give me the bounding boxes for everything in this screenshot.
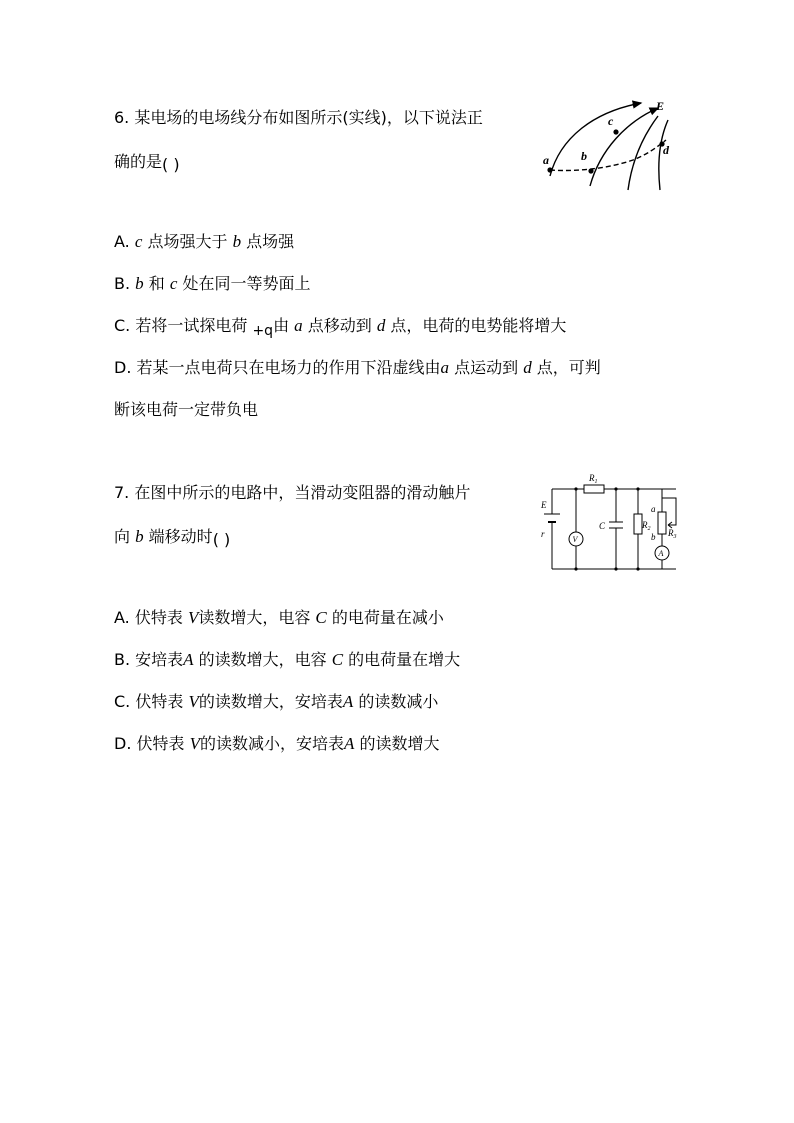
var: c [169, 274, 178, 293]
junction-dot [574, 487, 577, 490]
var: b [135, 274, 144, 293]
label-R1: $R_1$ [589, 473, 598, 485]
opt-text: 点场强大于 [142, 232, 233, 251]
var: V [189, 734, 200, 753]
var: b [135, 527, 144, 546]
label-V: V [572, 535, 578, 544]
opt-text: 的读数减小，安培表 [199, 734, 344, 753]
opt-text: 点运动到 [449, 358, 524, 377]
field-line-1 [550, 103, 641, 176]
dashed-trajectory [550, 140, 666, 171]
resistor-R2 [634, 514, 642, 534]
label-a: a [543, 153, 549, 167]
q7-option-c [114, 691, 438, 713]
q6-option-a [114, 231, 294, 253]
resistor-R1 [584, 485, 604, 493]
opt-text: 和 [143, 274, 170, 293]
var: A [344, 734, 355, 753]
q7-stem-line2 [114, 526, 230, 548]
rheostat-R3 [658, 512, 666, 534]
junction-dot [614, 487, 617, 490]
point-b [588, 168, 593, 173]
stem-text: 端移动时 [143, 527, 213, 546]
label-A: A [658, 549, 664, 558]
var: C [315, 608, 327, 627]
opt-text: 的读数减小 [353, 692, 439, 711]
opt-text: 的读数增大，电容 [193, 650, 332, 669]
var: b [232, 232, 242, 251]
label-E: E [656, 99, 665, 113]
var: a [294, 316, 303, 335]
opt-text: D. 若某一点电荷只在电场力的作用下沿虚线由 [114, 358, 441, 377]
var: c [134, 232, 143, 251]
opt-text: 处在同一等势面上 [177, 274, 311, 293]
q7-option-d [114, 733, 439, 755]
label-d: d [663, 143, 669, 157]
var: V [188, 692, 199, 711]
q6-stem-line2 [114, 151, 180, 173]
var: A [342, 692, 354, 711]
q7-answer-bracket: ( ) [212, 530, 231, 549]
q6-option-b [114, 273, 310, 295]
opt-text: D. 伏特表 [114, 734, 190, 753]
label-C: C [599, 521, 606, 531]
q7-stem-line1: 7. 在图中所示的电路中，当滑动变阻器的滑动触片 [114, 483, 471, 502]
q6-answer-bracket: ( ) [162, 155, 180, 174]
q7-option-a [114, 607, 444, 629]
var: C [331, 650, 344, 669]
opt-text: C. 若将一试探电荷 [114, 316, 253, 335]
var: d [523, 358, 532, 377]
opt-text: 点，电荷的电势能将增大 [385, 316, 567, 335]
q6-stem-line2-text: 确的是 [114, 152, 163, 171]
junction-dot [614, 567, 617, 570]
opt-text: 的读数增大 [354, 734, 440, 753]
charge-symbol: +q [252, 323, 274, 339]
opt-text: 点移动到 [302, 316, 377, 335]
point-a [547, 167, 552, 172]
label-R3: $R_3$ [668, 528, 677, 540]
junction-dot [636, 567, 639, 570]
q6-stem-line1: 6. 某电场的电场线分布如图所示(实线)，以下说法正 [114, 108, 483, 127]
opt-text: A. [114, 232, 135, 251]
opt-text: 的电荷量在增大 [343, 650, 461, 669]
opt-text: C. 伏特表 [114, 692, 189, 711]
q6-option-d-line2: 断该电荷一定带负电 [114, 400, 259, 419]
q6-option-c [114, 315, 566, 338]
q6-option-d [114, 357, 601, 379]
opt-text: 点，可判 [531, 358, 601, 377]
q7-option-b [114, 649, 460, 671]
var: V [187, 608, 199, 627]
q6-field-lines-figure [538, 98, 688, 198]
field-line-3 [628, 116, 658, 190]
var: A [183, 650, 194, 669]
label-b: b [651, 532, 656, 542]
label-c: c [608, 114, 614, 128]
opt-text: 的读数增大，安培表 [198, 692, 343, 711]
label-E: E [541, 500, 547, 510]
opt-text: B. [114, 274, 136, 293]
opt-text: 的电荷量在减小 [326, 608, 444, 627]
opt-text: 由 [273, 316, 295, 335]
var: d [376, 316, 386, 335]
label-b: b [581, 149, 587, 163]
label-R2: $R_2$ [642, 520, 651, 532]
junction-dot [574, 567, 577, 570]
field-line-2 [590, 108, 658, 186]
point-c [613, 129, 618, 134]
junction-dot [636, 487, 639, 490]
opt-text: 读数增大，电容 [198, 608, 316, 627]
q7-circuit-figure [538, 470, 690, 575]
opt-text: 点场强 [241, 232, 295, 251]
stem-text: 向 [114, 527, 136, 546]
var: a [440, 358, 449, 377]
opt-text: B. 安培表 [114, 650, 184, 669]
label-a: a [651, 504, 656, 514]
label-r: r [541, 529, 545, 539]
opt-text: A. 伏特表 [114, 608, 188, 627]
